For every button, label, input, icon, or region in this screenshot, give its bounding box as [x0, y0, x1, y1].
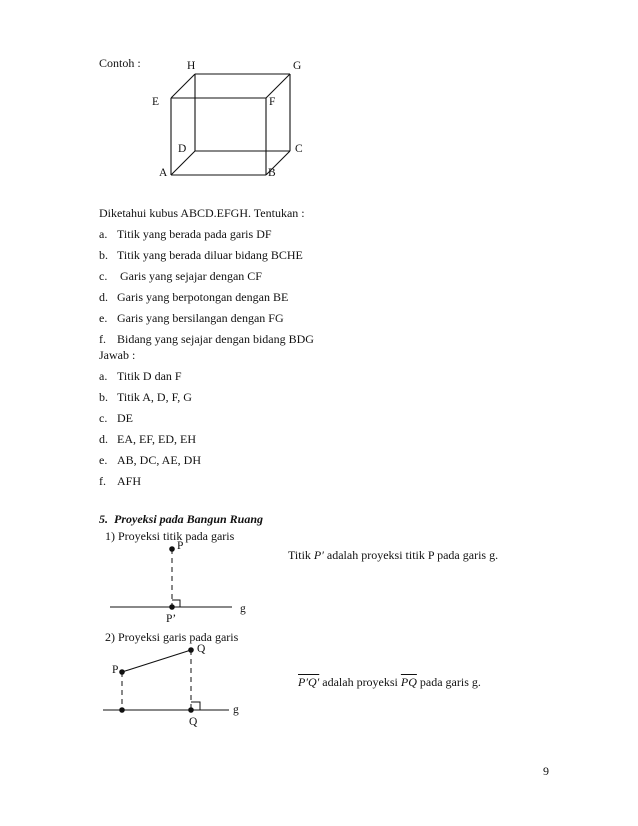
question-letter: d. [99, 290, 108, 304]
answer-letter: c. [99, 411, 108, 425]
question-letter: a. [99, 227, 108, 241]
vertex-label-a: A [159, 167, 168, 179]
projection1-point-label: P [177, 540, 184, 552]
projection1-title: 1) Proyeksi titik pada garis [105, 529, 235, 543]
caption-suffix: adalah proyeksi titik P pada garis g. [323, 548, 499, 562]
question-intro: Diketahui kubus ABCD.EFGH. Tentukan : [99, 206, 305, 220]
vertex-label-b: B [268, 167, 276, 179]
projection2-q-proj-label: Q [189, 716, 198, 728]
answer-item [99, 432, 197, 447]
answer-item [99, 369, 182, 384]
projection2-line-label: g [233, 704, 239, 716]
answer-item [99, 474, 142, 489]
example-label: Contoh : [99, 56, 141, 70]
projection2-p-label: P [112, 664, 119, 676]
projection1-line-label: g [240, 603, 246, 615]
answer-intro: Jawab : [99, 348, 136, 362]
projection1-caption [288, 548, 498, 563]
answer-item [99, 411, 133, 426]
answer-text: EA, EF, ED, EH [117, 432, 197, 446]
point-projection-diagram [110, 546, 232, 610]
segment-pq [122, 650, 191, 672]
point-p-prime-dot [169, 604, 175, 610]
question-letter: e. [99, 311, 108, 325]
vertex-label-f: F [269, 96, 276, 108]
vertex-label-e: E [152, 96, 160, 108]
point-q-dot [188, 647, 194, 653]
answer-text: AFH [117, 474, 142, 488]
vertex-label-h: H [187, 60, 196, 72]
question-item [99, 311, 284, 326]
caption-suffix: pada garis g. [416, 675, 481, 689]
question-text: Titik yang berada diluar bidang BCHE [117, 248, 303, 262]
question-text: Garis yang bersilangan dengan FG [117, 311, 284, 325]
point-q-prime-dot [188, 707, 194, 713]
caption-mid: adalah proyeksi [319, 675, 401, 689]
answer-letter: f. [99, 474, 106, 488]
question-item [99, 269, 262, 284]
projection2-title: 2) Proyeksi garis pada garis [105, 630, 239, 644]
section-heading: 5. Proyeksi pada Bangun Ruang [99, 512, 264, 526]
question-text: Garis yang sejajar dengan CF [117, 269, 262, 283]
answer-letter: b. [99, 390, 108, 404]
answer-letter: d. [99, 432, 108, 446]
question-item [99, 248, 303, 263]
vertex-label-d: D [178, 143, 187, 155]
question-item [99, 332, 314, 347]
question-letter: c. [99, 269, 108, 283]
point-p-dot [169, 546, 175, 552]
projection2-caption [298, 675, 481, 690]
vertex-label-c: C [295, 143, 303, 155]
caption-seg2: $\overline{PQ}$ [400, 675, 417, 689]
vertex-label-g: G [293, 60, 302, 72]
question-text: Bidang yang sejajar dengan bidang BDG [117, 332, 314, 346]
cube-edge-gf [266, 74, 290, 98]
question-item [99, 227, 272, 242]
line-projection-diagram [103, 647, 229, 713]
answer-item [99, 390, 192, 405]
answer-text: Titik D dan F [117, 369, 182, 383]
answer-text: DE [117, 411, 133, 425]
cube-edge-he [171, 74, 195, 98]
question-item [99, 290, 289, 305]
answer-letter: e. [99, 453, 108, 467]
question-text: Garis yang berpotongan dengan BE [117, 290, 289, 304]
cube-diagram [171, 74, 290, 175]
projection1-projected-label: P’ [166, 613, 177, 625]
caption-symbol: P′ [313, 548, 324, 562]
answer-letter: a. [99, 369, 108, 383]
caption-prefix: Titik [288, 548, 314, 562]
answer-item [99, 453, 202, 468]
answer-text: Titik A, D, F, G [117, 390, 192, 404]
question-letter: f. [99, 332, 106, 346]
question-text: Titik yang berada pada garis DF [117, 227, 272, 241]
projection2-q-label: Q [197, 643, 206, 655]
caption-seg1: P′Q′ [298, 675, 320, 689]
point-p2-dot [119, 669, 125, 675]
point-p2-prime-dot [119, 707, 125, 713]
answer-text: AB, DC, AE, DH [117, 453, 202, 467]
question-letter: b. [99, 248, 108, 262]
page-number: 9 [543, 764, 549, 778]
